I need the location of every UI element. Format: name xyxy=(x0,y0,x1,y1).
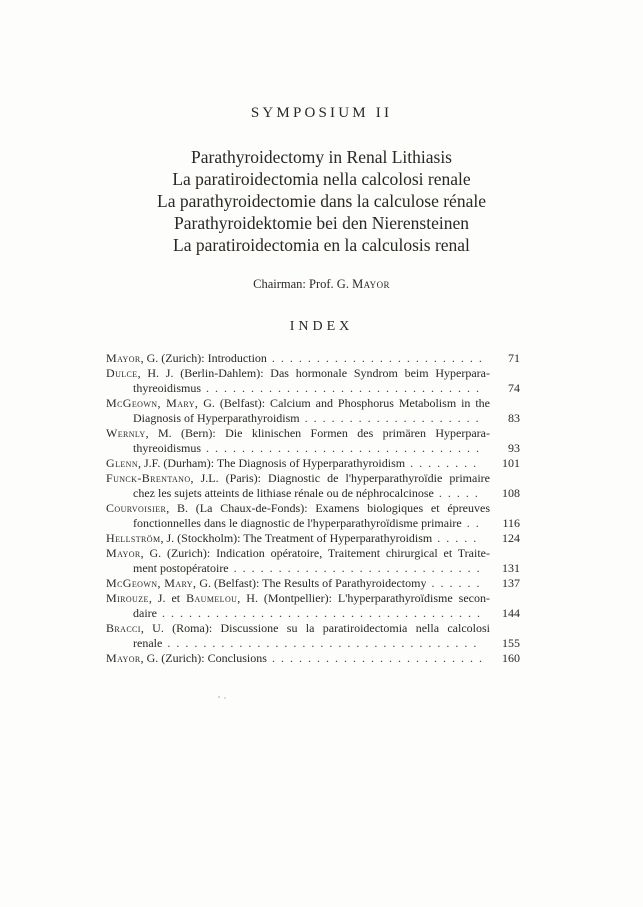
entry-text-fragment: Diagnosis of Hyperparathyroidism xyxy=(133,411,300,425)
page-number: 124 xyxy=(502,531,520,545)
page-number: 144 xyxy=(502,606,520,620)
title-line-german: Parathyroidektomie bei den Nierensteinen xyxy=(174,213,469,233)
author-name: Baumelou xyxy=(186,591,238,605)
index-entry xyxy=(106,456,520,471)
entry-text xyxy=(133,411,300,426)
index-entry xyxy=(106,426,520,456)
chairman-name: Mayor xyxy=(352,277,390,291)
entry-line xyxy=(106,621,520,636)
title-line-french: La parathyroidectomie dans la calculose rénale xyxy=(157,191,486,211)
entry-line xyxy=(106,516,520,531)
index-entry xyxy=(106,546,520,576)
page-number: 116 xyxy=(502,516,520,530)
index-entry xyxy=(106,621,520,651)
index-entry xyxy=(106,501,520,531)
leader-dots xyxy=(167,636,482,651)
entry-line xyxy=(106,456,520,471)
entry-text xyxy=(133,441,201,456)
leader-dots xyxy=(272,351,482,366)
page-number: 155 xyxy=(502,636,520,650)
entry-text-fragment: , G. (Zurich): Indication opératoire, Traitement chirurgical et Traite- xyxy=(140,546,490,560)
leader-dots xyxy=(272,651,482,666)
title-line-italian: La paratiroidectomia nella calcolosi renale xyxy=(172,169,471,189)
entry-text xyxy=(106,396,490,410)
entry-text-fragment: fonctionnelles dans le diagnostic de l'hyperparathyroïdisme primaire xyxy=(133,516,462,530)
entry-text-fragment: , J.F. (Durham): The Diagnosis of Hyperparathyroidism xyxy=(138,456,406,470)
entry-text xyxy=(133,561,229,576)
entry-line xyxy=(106,396,520,411)
entry-text-fragment: , H. J. (Berlin-Dahlem): Das hormonale Syndrom beim Hyperpara- xyxy=(137,366,490,380)
entry-line xyxy=(106,636,520,651)
entry-text-fragment: , J. (Stockholm): The Treatment of Hyperparathyroidism xyxy=(160,531,433,545)
page-number: 93 xyxy=(508,441,520,455)
entry-text-fragment: , G. (Zurich): Introduction xyxy=(140,351,267,365)
entry-text-fragment: , B. (La Chaux-de-Fonds): Examens biologiques et épreuves xyxy=(166,501,490,515)
entry-line xyxy=(106,576,520,591)
entry-line xyxy=(106,501,520,516)
entry-text xyxy=(133,606,157,621)
leader-dots xyxy=(162,606,482,621)
index-entry xyxy=(106,366,520,396)
entry-text xyxy=(106,456,405,471)
leader-dots xyxy=(234,561,482,576)
entry-line xyxy=(106,606,520,621)
entry-line xyxy=(106,366,520,381)
entry-line xyxy=(106,441,520,456)
entry-text xyxy=(106,351,267,366)
page-number: 108 xyxy=(502,486,520,500)
entry-text xyxy=(133,636,162,651)
entry-text xyxy=(133,516,462,531)
page-number: 160 xyxy=(502,651,520,665)
entry-text xyxy=(106,651,267,666)
leader-dots xyxy=(431,576,482,591)
entry-text-fragment: chez les sujets atteints de lithiase rénale ou de néphrocalcinose xyxy=(133,486,434,500)
entry-line xyxy=(106,381,520,396)
entry-line xyxy=(106,561,520,576)
entry-line xyxy=(106,531,520,546)
entry-text-fragment: , J.L. (Paris): Diagnostic de l'hyperparathyroïdie primaire xyxy=(190,471,490,485)
author-name: Mirouze xyxy=(106,591,149,605)
leader-dots xyxy=(439,486,482,501)
entry-text xyxy=(106,621,490,635)
leader-dots xyxy=(467,516,482,531)
author-name: Courvoisier xyxy=(106,501,167,515)
index-entry xyxy=(106,396,520,426)
index-heading: INDEX xyxy=(289,319,354,334)
author-name: Bracci xyxy=(106,621,141,635)
author-name: Mayor xyxy=(106,351,141,365)
symposium-title: SYMPOSIUM II xyxy=(250,105,393,121)
index-entry xyxy=(106,531,520,546)
index-entry xyxy=(106,591,520,621)
index-entry xyxy=(106,471,520,501)
entry-text-fragment: ment postopératoire xyxy=(133,561,229,575)
entry-text-fragment: , J. et xyxy=(148,591,187,605)
chairman-prefix: Chairman: Prof. G. xyxy=(253,277,353,291)
leader-dots xyxy=(410,456,482,471)
leader-dots xyxy=(437,531,482,546)
entry-text-fragment: G. (Belfast): The Results of Parathyroidectomy xyxy=(196,576,427,590)
page-number: 137 xyxy=(502,576,520,590)
page-number: 74 xyxy=(508,381,520,395)
entry-line xyxy=(106,546,520,561)
title-line-spanish: La paratiroidectomia en la calculosis renal xyxy=(173,235,470,255)
author-name: McGeown, Mary, xyxy=(106,396,199,410)
entry-line xyxy=(106,486,520,501)
entry-text-fragment: thyreoidismus xyxy=(133,381,201,395)
page-number: 131 xyxy=(502,561,520,575)
entry-line xyxy=(106,651,520,666)
index-entry xyxy=(106,351,520,366)
index-list xyxy=(106,351,520,666)
author-name: McGeown, Mary, xyxy=(106,576,197,590)
page-number: 83 xyxy=(508,411,520,425)
entry-line xyxy=(106,471,520,486)
author-name: Funck-Brentano xyxy=(106,471,191,485)
entry-text xyxy=(133,486,434,501)
leader-dots xyxy=(305,411,482,426)
entry-text-fragment: , M. (Bern): Die klinischen Formen des primären Hyperpara- xyxy=(145,426,490,440)
author-name: Hellström xyxy=(106,531,161,545)
entry-line xyxy=(106,351,520,366)
entry-text xyxy=(106,591,490,605)
entry-text xyxy=(133,381,201,396)
entry-text-fragment: G. (Belfast): Calcium and Phosphorus Metabolism in the xyxy=(198,396,490,410)
index-entry xyxy=(106,576,520,591)
entry-line xyxy=(106,591,520,606)
entry-text-fragment: , G. (Zurich): Conclusions xyxy=(140,651,267,665)
entry-text-fragment: renale xyxy=(133,636,163,650)
entry-text-fragment: , H. (Montpellier): L'hyperparathyroïdisme secon- xyxy=(237,591,490,605)
entry-text-fragment: , U. (Roma): Discussione su la paratiroidectomia nella calcolosi xyxy=(140,621,490,635)
scan-artifact xyxy=(218,696,220,698)
entry-text xyxy=(106,501,490,515)
entry-text xyxy=(106,366,490,380)
index-entry xyxy=(106,651,520,666)
entry-text xyxy=(106,426,490,440)
entry-text xyxy=(106,546,490,560)
entry-text xyxy=(106,471,490,485)
title-line-english: Parathyroidectomy in Renal Lithiasis xyxy=(191,147,452,167)
author-name: Dulce xyxy=(106,366,138,380)
leader-dots xyxy=(206,441,482,456)
entry-line xyxy=(106,426,520,441)
entry-text-fragment: daire xyxy=(133,606,157,620)
entry-text-fragment: thyreoidismus xyxy=(133,441,201,455)
author-name: Glenn xyxy=(106,456,138,470)
author-name: Mayor xyxy=(106,651,141,665)
entry-line xyxy=(106,411,520,426)
entry-text xyxy=(106,576,426,591)
page-number: 71 xyxy=(508,351,520,365)
chairman-line xyxy=(0,277,643,292)
author-name: Mayor xyxy=(106,546,141,560)
page-number: 101 xyxy=(502,456,520,470)
author-name: Wernly xyxy=(106,426,146,440)
entry-text xyxy=(106,531,432,546)
title-block xyxy=(0,146,643,256)
leader-dots xyxy=(206,381,482,396)
